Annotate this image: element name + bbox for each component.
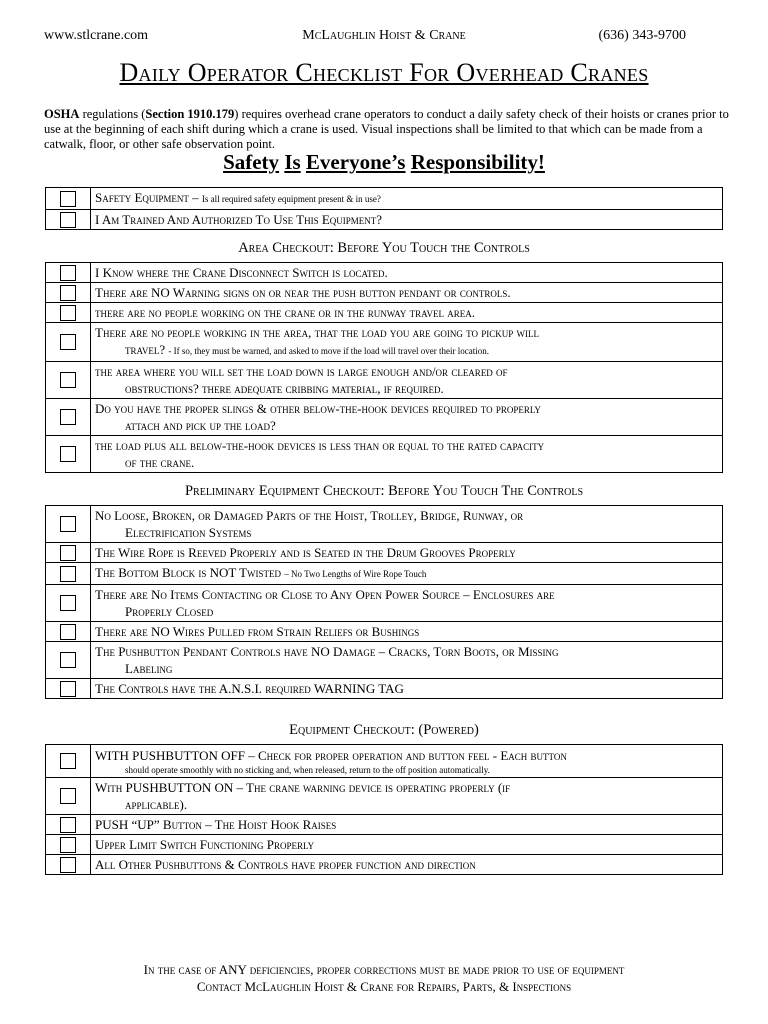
checklist-row	[46, 642, 723, 679]
checklist-item-text: All Other Pushbuttons & Controls have proper function and direction	[91, 855, 723, 875]
checklist-row	[46, 399, 723, 436]
checklist-row	[46, 303, 723, 323]
checkbox[interactable]	[60, 305, 76, 321]
checklist-row	[46, 563, 723, 585]
checklist-row	[46, 778, 723, 815]
checklist-item-text: WITH PUSHBUTTON OFF – Check for proper operation and button feel - Each button should operate smoothly with no sticking and, when released, return to the off position automatically.	[91, 745, 723, 778]
checklist-item-text: Safety Equipment – Is all required safety equipment present & in use?	[91, 188, 723, 210]
item-note: - If so, they must be warned, and asked to move if the load will travel over their location.	[168, 346, 490, 356]
motto-word: Is	[284, 150, 301, 174]
checklist-row	[46, 855, 723, 875]
checklist-row	[46, 362, 723, 399]
checkbox[interactable]	[60, 566, 76, 582]
preliminary-checklist	[45, 505, 723, 699]
checklist-row	[46, 679, 723, 699]
checklist-row	[46, 263, 723, 283]
osha-label: OSHA	[44, 107, 80, 121]
item-note: – No Two Lengths of Wire Rope Touch	[284, 569, 427, 579]
preliminary-checkout-heading: Preliminary Equipment Checkout: Before You Touch The Controls	[184, 483, 583, 499]
checklist-item-text: There are NO Wires Pulled from Strain Reliefs or Bushings	[91, 622, 723, 642]
checklist-item-text: There are NO Warning signs on or near the push button pendant or controls.	[91, 283, 723, 303]
checklist-item-text: The Pushbutton Pendant Controls have NO Damage – Cracks, Torn Boots, or Missing Labeling	[91, 642, 723, 679]
checklist-row	[46, 436, 723, 473]
area-checkout-heading: Area Checkout: Before You Touch the Controls	[238, 240, 530, 256]
phone-number: (636) 343-9700	[598, 28, 686, 43]
checkbox[interactable]	[60, 857, 76, 873]
checklist-row	[46, 835, 723, 855]
checklist-item-text: Do you have the proper slings & other below-the-hook devices required to properly attach and pick up the load?	[91, 399, 723, 436]
checklist-item-text: There are no people working in the area, that the load you are going to pickup will travel? - If so, they must be warned, and asked to move if the load will travel over their location.	[91, 323, 723, 362]
checkbox[interactable]	[60, 516, 76, 532]
section-ref: Section 1910.179	[145, 107, 235, 121]
checkbox[interactable]	[60, 409, 76, 425]
checklist-item-text: the load plus all below-the-hook devices is less than or equal to the rated capacity of the crane.	[91, 436, 723, 473]
checklist-row	[46, 210, 723, 230]
document-title: Daily Operator Checklist For Overhead Cranes	[119, 58, 649, 87]
motto-word: Safety	[223, 150, 280, 174]
checkbox[interactable]	[60, 545, 76, 561]
checkbox[interactable]	[60, 837, 76, 853]
general-checklist	[45, 187, 723, 230]
checkbox[interactable]	[60, 372, 76, 388]
checkbox[interactable]	[60, 595, 76, 611]
checklist-row	[46, 188, 723, 210]
checkbox[interactable]	[60, 652, 76, 668]
powered-checkout-heading: Equipment Checkout: (Powered)	[289, 722, 479, 738]
checklist-row	[46, 585, 723, 622]
checkbox[interactable]	[60, 265, 76, 281]
checklist-item-text: there are no people working on the crane or in the runway travel area.	[91, 303, 723, 323]
checklist-item-text: PUSH “UP” Button – The Hoist Hook Raises	[91, 815, 723, 835]
item-note: should operate smoothly with no sticking and, when released, return to the off position automatically.	[125, 764, 490, 775]
checkbox[interactable]	[60, 624, 76, 640]
checkbox[interactable]	[60, 753, 76, 769]
checklist-row	[46, 323, 723, 362]
checklist-item-text: The Wire Rope is Reeved Properly and is Seated in the Drum Grooves Properly	[91, 543, 723, 563]
motto-word: Responsibility!	[410, 150, 545, 174]
checklist-item-text: The Controls have the A.N.S.I. required WARNING TAG	[91, 679, 723, 699]
checkbox[interactable]	[60, 446, 76, 462]
intro-text-2: ) requires overhead crane operators to conduct a daily safety check of their hoists or cranes prior to use at the beginning of each shift during which a crane is used. Visual inspections shall be limited to that which can be made from a catwalk, floor, or other safe observation point.	[44, 107, 729, 151]
safety-motto	[0, 150, 768, 175]
intro-text-1: regulations (	[79, 107, 146, 121]
intro-paragraph	[44, 107, 734, 152]
motto-word: Everyone’s	[305, 150, 406, 174]
checklist-row	[46, 745, 723, 778]
checkbox[interactable]	[60, 817, 76, 833]
checklist-item-text: With PUSHBUTTON ON – The crane warning device is operating properly (if applicable).	[91, 778, 723, 815]
footer-notice	[0, 961, 768, 995]
checkbox[interactable]	[60, 191, 76, 207]
area-checklist	[45, 262, 723, 473]
powered-checklist	[45, 744, 723, 875]
checkbox[interactable]	[60, 212, 76, 228]
checklist-item-text: There are No Items Contacting or Close to Any Open Power Source – Enclosures are Properly Closed	[91, 585, 723, 622]
item-note: Is all required safety equipment present & in use?	[201, 194, 381, 204]
checklist-item-text: Upper Limit Switch Functioning Properly	[91, 835, 723, 855]
footer-line-1: In the case of ANY deficiencies, proper corrections must be made prior to use of equipment	[143, 962, 625, 977]
checklist-item-text: the area where you will set the load down is large enough and/or cleared of obstructions? there adequate cribbing material, if required.	[91, 362, 723, 399]
checklist-row	[46, 506, 723, 543]
checkbox[interactable]	[60, 788, 76, 804]
checklist-item-text: The Bottom Block is NOT Twisted – No Two Lengths of Wire Rope Touch	[91, 563, 723, 585]
checklist-item-text: I Am Trained And Authorized To Use This Equipment?	[91, 210, 723, 230]
checkbox[interactable]	[60, 334, 76, 350]
checklist-row	[46, 622, 723, 642]
checkbox[interactable]	[60, 285, 76, 301]
footer-line-2: Contact McLaughlin Hoist & Crane for Repairs, Parts, & Inspections	[196, 979, 572, 994]
checklist-row	[46, 283, 723, 303]
checkbox[interactable]	[60, 681, 76, 697]
company-name: McLaughlin Hoist & Crane	[302, 28, 466, 43]
checklist-item-text: No Loose, Broken, or Damaged Parts of the Hoist, Trolley, Bridge, Runway, or Electrification Systems	[91, 506, 723, 543]
website-text: www.stlcrane.com	[44, 28, 149, 43]
checklist-row	[46, 543, 723, 563]
checklist-item-text: I Know where the Crane Disconnect Switch is located.	[91, 263, 723, 283]
checklist-row	[46, 815, 723, 835]
